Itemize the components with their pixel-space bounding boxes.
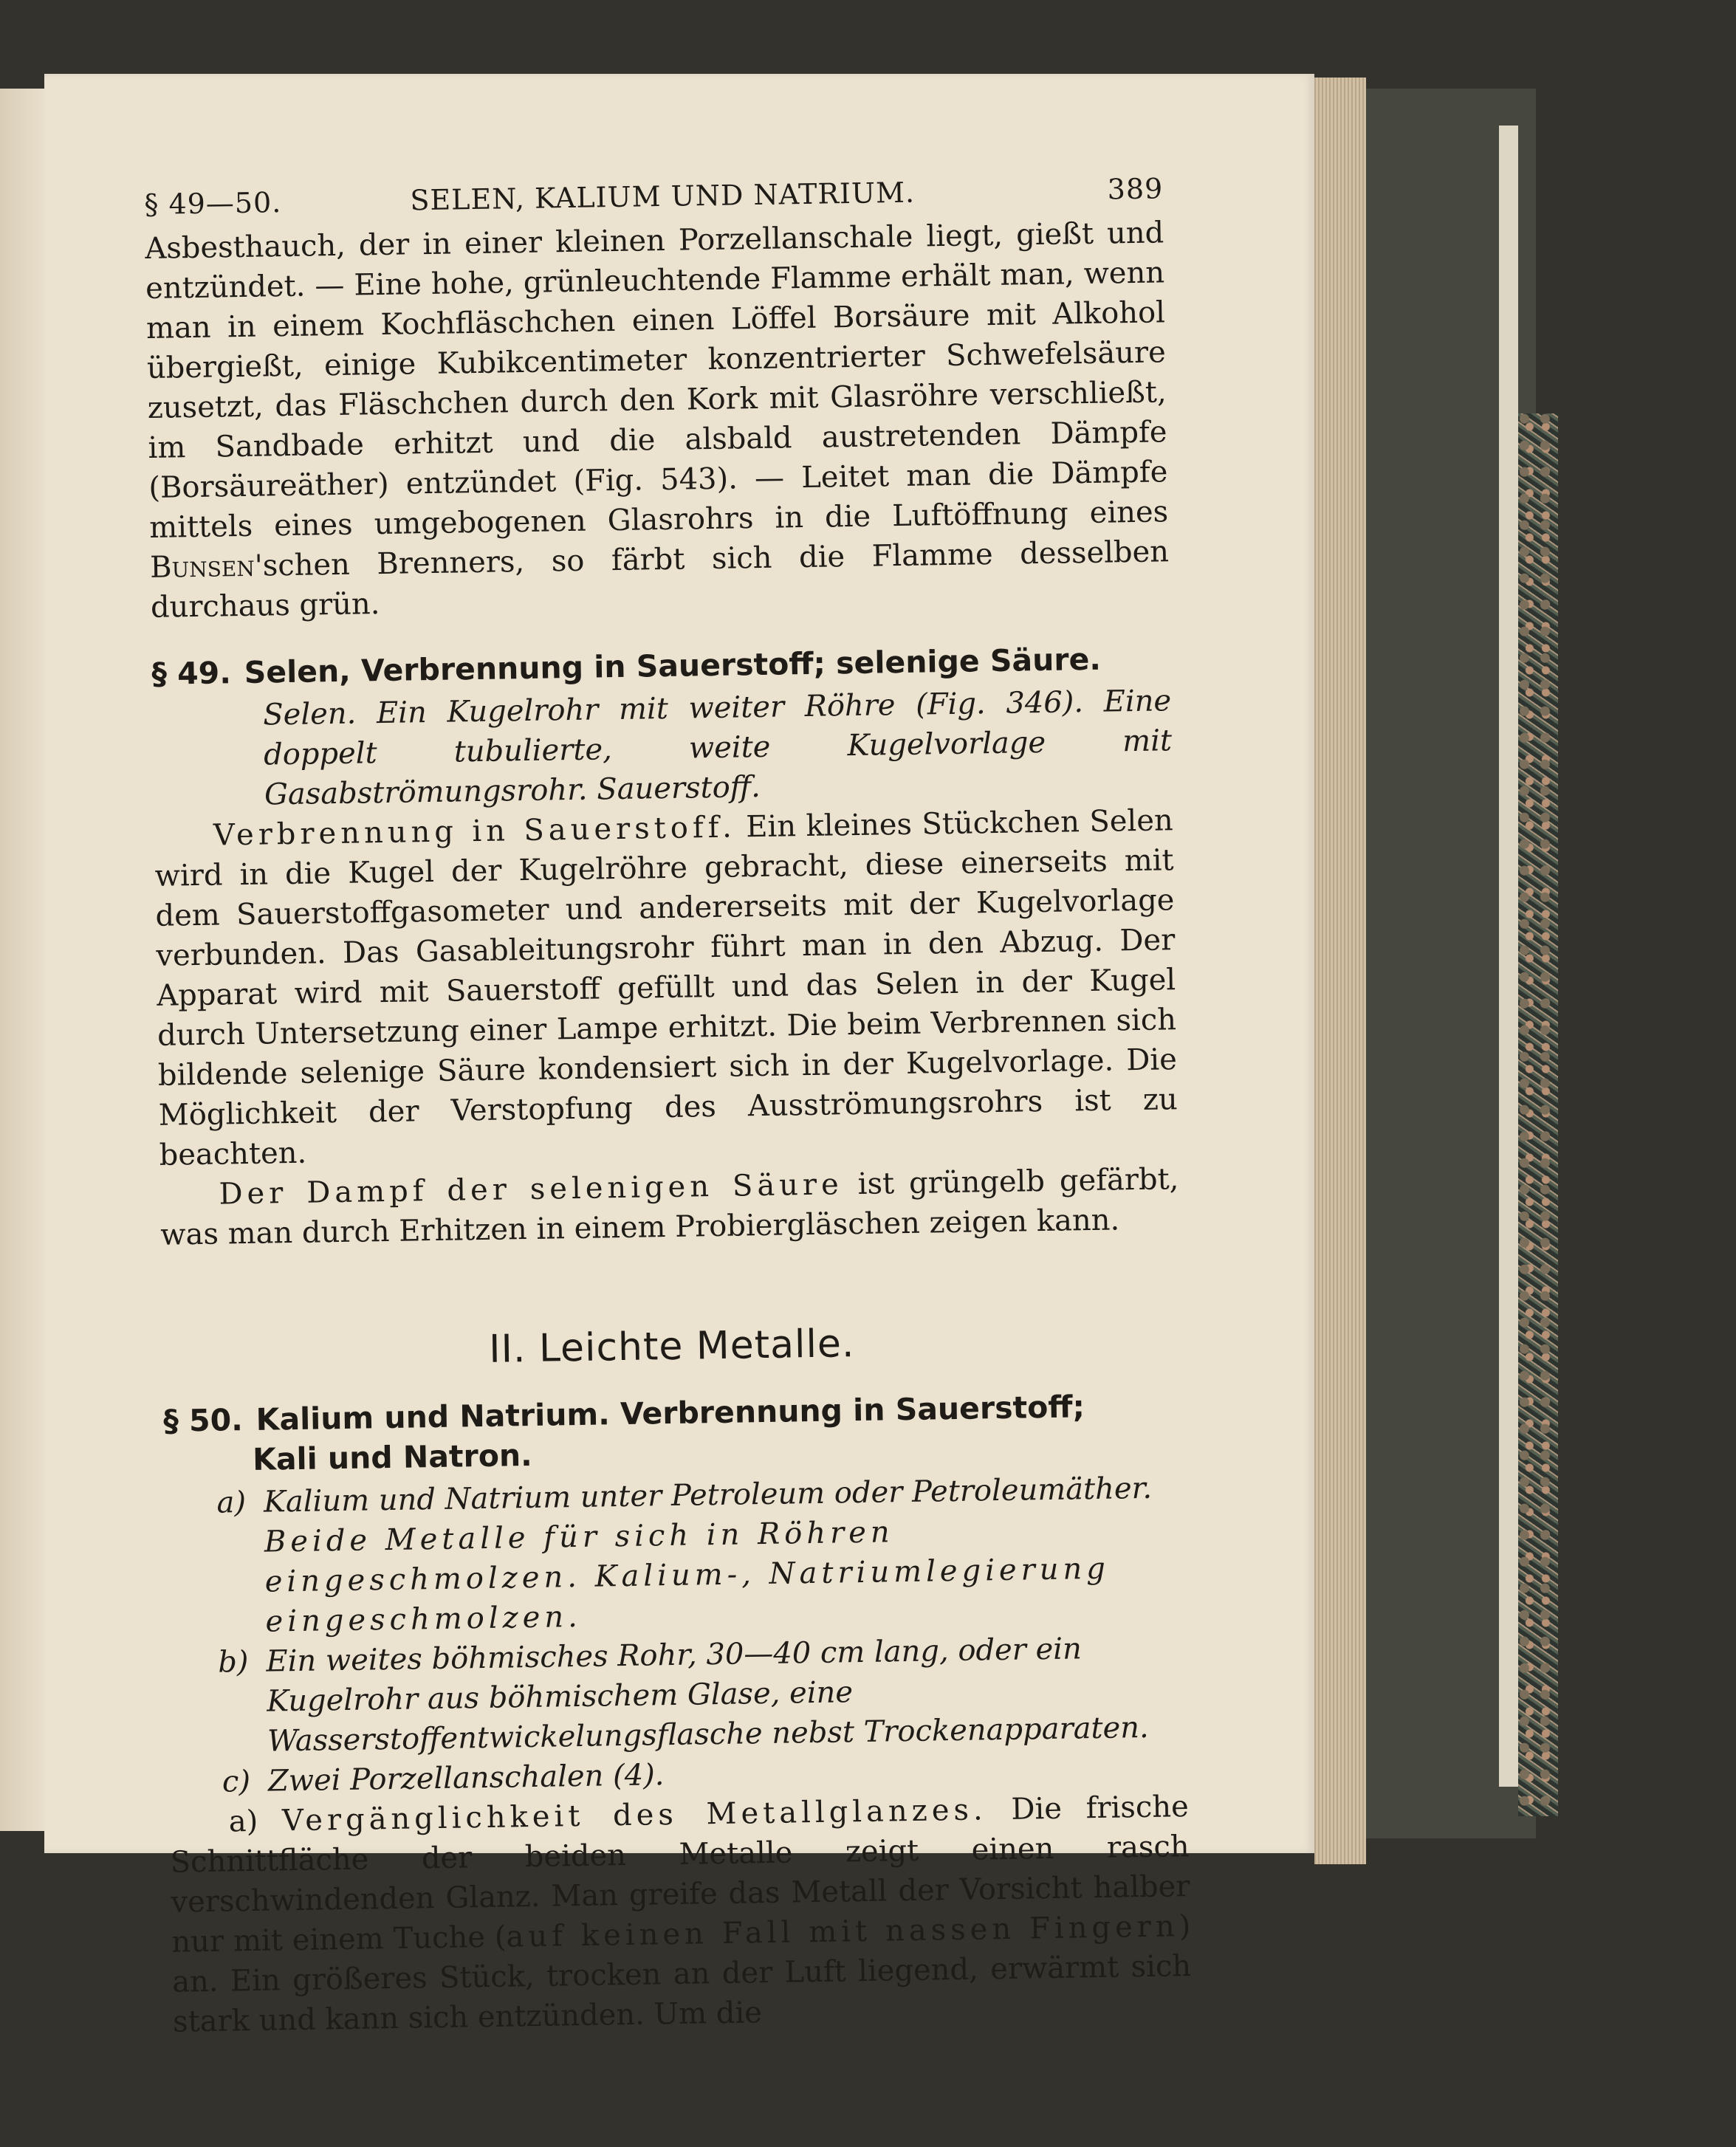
- section-49-paragraph-2: Der Dampf der selenigen Säure ist grüngelb gefärbt, was man durch Erhitzen in einem Probiergläschen zeigen kann.: [159, 1162, 1179, 1252]
- marbled-edge: [1518, 413, 1558, 1816]
- section-49-title: Selen, Verbrennung in Sauerstoff; selenige Säure.: [244, 641, 1102, 690]
- material-item: b) Ein weites böhmisches Rohr, 30—40 cm lang, oder ein Kugelrohr aus böhmischem Glase, eine Wasserstoffentwickelungsflasche nebst Trockenapparaten.: [217, 1632, 1150, 1759]
- page-number: 389: [1107, 172, 1164, 206]
- page-text: [144, 168, 1192, 2041]
- material-item: a) Kalium und Natrium unter Petroleum oder Petroleumäther. Beide Metalle für sich in Röhren eingeschmolzen. Kalium-, Natriumlegierung eingeschmolzen.: [216, 1471, 1153, 1639]
- section-49-paragraph-1: Verbrennung in Sauerstoff. Ein kleines Stückchen Selen wird in die Kugel der Kugelröhre gebracht, diese einerseits mit dem Sauerstoffgasometer und andererseits mit der Kugelvorlage verbunden. Das Gasableitungsrohr führt man in den Abzug. Der Apparat wird mit Sauerstoff gefüllt und das Selen in der Kugel durch Untersetzung einer Lampe erhitzt. Die beim Verbrennen sich bildende selenige Säure kondensiert sich in der Kugelvorlage. Die Möglichkeit der Verstopfung des Ausströmungsrohrs ist zu beachten.: [154, 803, 1178, 1172]
- section-50-title-line-2: Kali und Natron.: [252, 1437, 533, 1477]
- header-section-range: § 49—50.: [144, 186, 282, 221]
- chapter-heading: II. Leichte Metalle.: [488, 1322, 855, 1372]
- page-stack-edge: [1314, 78, 1366, 1864]
- section-50-number: § 50.: [162, 1402, 244, 1439]
- section-50-title-line-1: Kalium und Natrium. Verbrennung in Sauerstoff;: [255, 1389, 1085, 1437]
- intro-paragraph: Asbesthauch, der in einer kleinen Porzellanschale liegt, gießt und entzündet. — Eine hohe, grünleuchtende Flamme erhält man, wenn man in einem Kochfläschchen einen Löffel Borsäure mit Alkohol übergießt, einige Kubikcentimeter konzentrierter Schwefelsäure zusetzt, das Fläschchen durch den Kork mit Glasröhre verschließt, im Sandbade erhitzt und die alsbald austretenden Dämpfe (Borsäureäther) entzündet (Fig. 543). — Leitet man die Dämpfe mittels eines umgebogenen Glasrohrs in die Luftöffnung eines Bunsen'schen Brenners, so färbt sich die Flamme desselben durchaus grün.: [145, 216, 1170, 625]
- material-item: c) Zwei Porzellanschalen (4).: [222, 1758, 665, 1799]
- section-50-paragraph-a: a) Vergänglichkeit des Metallglanzes. Die frische Schnittfläche der beiden Metalle zeigt einen rasch verschwindenden Glanz. Man greife das Metall der Vorsicht halber nur mit einem Tuche (auf keinen Fall mit nassen Fingern) an. Ein größeres Stück, trocken an der Luft liegend, erwärmt sich stark und kann sich entzünden. Um die: [170, 1790, 1192, 2039]
- endpaper-strip: [1499, 126, 1518, 1787]
- left-page-edge: [0, 89, 46, 1831]
- section-49-number: § 49.: [151, 655, 232, 692]
- bunsen-name: Bunsen: [149, 549, 255, 585]
- section-49-materials: Selen. Ein Kugelrohr mit weiter Röhre (Fig. 346). Eine doppelt tubulierte, weite Kugelvorlage mit Gasabströmungsrohr. Sauerstoff.: [262, 684, 1173, 812]
- header-title: SELEN, KALIUM UND NATRIUM.: [410, 176, 916, 217]
- section-50-heading: [163, 1385, 1184, 1481]
